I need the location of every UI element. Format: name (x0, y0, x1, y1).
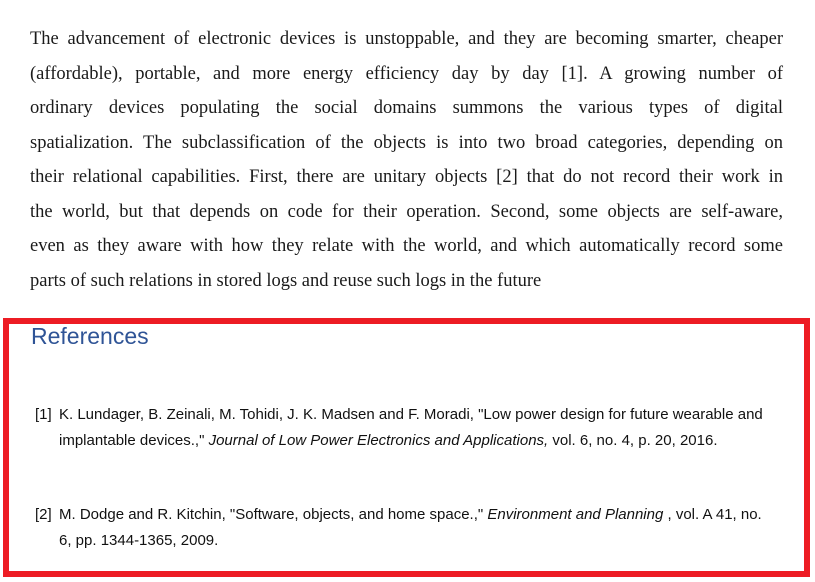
references-heading: References (31, 323, 149, 349)
reference-number: [2] (35, 506, 52, 523)
reference-item (35, 402, 775, 453)
paragraph-line: spatialization. The subclassification of the objects is into two broad categories, depending on (30, 132, 783, 153)
reference-details: , vol. A 41, no. 6, pp. 1344-1365, 2009. (59, 506, 762, 549)
paragraph-line: ordinary devices populating the social domains summons the various types of digital (30, 98, 783, 118)
reference-journal: Environment and Planning (487, 506, 664, 523)
paragraph-line: (affordable), portable, and more energy efficiency day by day [1]. A growing number of (30, 63, 783, 84)
reference-details: vol. 6, no. 4, p. 20, 2016. (548, 431, 718, 449)
paragraph-line: even as they aware with how they relate with the world, and which automatically record some (30, 236, 783, 256)
reference-text: M. Dodge and R. Kitchin, "Software, objects, and home space.," (59, 506, 488, 523)
paragraph-line: their relational capabilities. First, there are unitary objects [2] that do not record their work in (30, 167, 783, 187)
reference-text: K. Lundager, B. Zeinali, M. Tohidi, J. K. Madsen and F. Moradi, "Low power design for future wearable and implantable devices.," (59, 406, 763, 449)
reference-number: [1] (35, 406, 52, 423)
paragraph-line: parts of such relations in stored logs and reuse such logs in the future (30, 270, 542, 291)
paragraph-line: The advancement of electronic devices is unstoppable, and they are becoming smarter, cheaper (30, 29, 783, 49)
body-paragraph (30, 24, 783, 300)
paragraph-line: the world, but that depends on code for their operation. Second, some objects are self-aware, (30, 201, 783, 222)
reference-journal: Journal of Low Power Electronics and Applications, (208, 431, 549, 449)
reference-item (35, 502, 775, 553)
